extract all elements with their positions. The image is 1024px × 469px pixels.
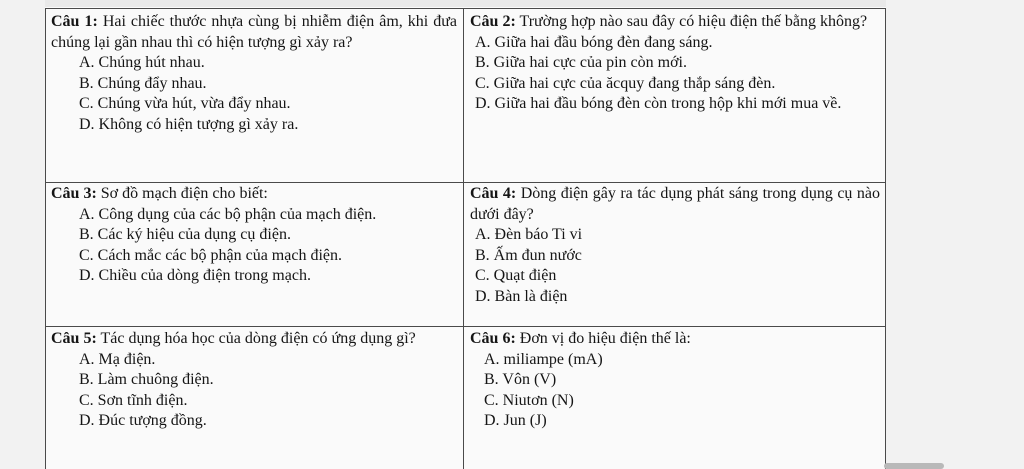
table-border-right	[885, 8, 886, 469]
question-3-option-a: A. Công dụng của các bộ phận của mạch điện.	[79, 205, 377, 223]
question-1-cell	[45, 8, 463, 184]
question-6-option-c: C. Niutơn (N)	[484, 391, 574, 409]
table-column-divider	[463, 8, 464, 469]
question-6-option-a: A. miliampe (mA)	[484, 350, 603, 368]
question-1-text: Hai chiếc thước nhựa cùng bị nhiễm điện âm, khi đưa chúng lại gần nhau thì có hiện tượng gì xảy ra?	[51, 13, 458, 51]
question-1-option-b: B. Chúng đẩy nhau.	[79, 74, 207, 92]
question-5-option-a: A. Mạ điện.	[79, 350, 156, 368]
question-1-stem	[51, 12, 457, 53]
question-4-option-d: D. Bàn là điện	[475, 287, 568, 305]
question-6-text: Đơn vị đo hiệu điện thế là:	[519, 330, 691, 347]
question-2-option-b: B. Giữa hai cực của pin còn mới.	[475, 54, 687, 72]
table-row-divider-1	[45, 182, 886, 183]
top-edge	[45, 0, 886, 7]
question-4-option-c: C. Quạt điện	[475, 267, 557, 285]
scrollbar-thumb[interactable]	[884, 463, 944, 469]
question-6-option-d: D. Jun (J)	[484, 412, 547, 430]
question-3-text: Sơ đồ mạch điện cho biết:	[100, 185, 268, 202]
question-6-label: Câu 6:	[470, 330, 516, 347]
question-2-option-a: A. Giữa hai đầu bóng đèn đang sáng.	[475, 33, 713, 51]
question-5-option-c: C. Sơn tĩnh điện.	[79, 391, 188, 409]
question-3-stem	[51, 184, 457, 205]
question-3-label: Câu 3:	[51, 185, 97, 202]
question-2-label: Câu 2:	[470, 13, 516, 30]
question-4-text: Dòng điện gây ra tác dụng phát sáng trong dụng cụ nào dưới đây?	[470, 185, 880, 223]
document-page	[45, 0, 886, 469]
question-4-stem	[470, 184, 880, 225]
question-5-option-d: D. Đúc tượng đồng.	[79, 412, 207, 430]
question-1-option-d: D. Không có hiện tượng gì xảy ra.	[79, 115, 299, 133]
question-1-option-c: C. Chúng vừa hút, vừa đẩy nhau.	[79, 95, 291, 113]
question-3-cell	[45, 180, 463, 328]
question-2-stem	[470, 12, 880, 33]
table-row-divider-2	[45, 326, 886, 327]
question-6-option-b: B. Vôn (V)	[484, 371, 557, 389]
question-2-option-d: D. Giữa hai đầu bóng đèn còn trong hộp khi mới mua về.	[475, 95, 842, 113]
question-4-label: Câu 4:	[470, 185, 517, 202]
question-3-option-d: D. Chiều của dòng điện trong mạch.	[79, 267, 311, 285]
question-1-option-a: A. Chúng hút nhau.	[79, 54, 205, 72]
table-border-top	[45, 8, 886, 9]
question-2-cell	[464, 8, 886, 184]
question-5-stem	[51, 329, 457, 350]
question-1-label: Câu 1:	[51, 13, 98, 30]
table-border-left	[45, 8, 46, 469]
question-2-text: Trường hợp nào sau đây có hiệu điện thế bằng không?	[519, 13, 868, 30]
question-4-option-a: A. Đèn báo Ti vi	[475, 226, 583, 244]
question-5-label: Câu 5:	[51, 330, 97, 347]
question-2-option-c: C. Giữa hai cực của ăcquy đang thắp sáng đèn.	[475, 74, 776, 92]
question-4-cell	[464, 180, 886, 328]
question-3-option-c: C. Cách mắc các bộ phận của mạch điện.	[79, 246, 342, 264]
question-5-option-b: B. Làm chuông điện.	[79, 371, 214, 389]
question-4-option-b: B. Ấm đun nước	[475, 246, 582, 264]
question-5-text: Tác dụng hóa học của dòng điện có ứng dụng gì?	[100, 330, 416, 347]
question-6-stem	[470, 329, 880, 350]
question-5-cell	[45, 325, 463, 469]
question-3-option-b: B. Các ký hiệu của dụng cụ điện.	[79, 226, 291, 244]
question-6-cell	[464, 325, 886, 469]
